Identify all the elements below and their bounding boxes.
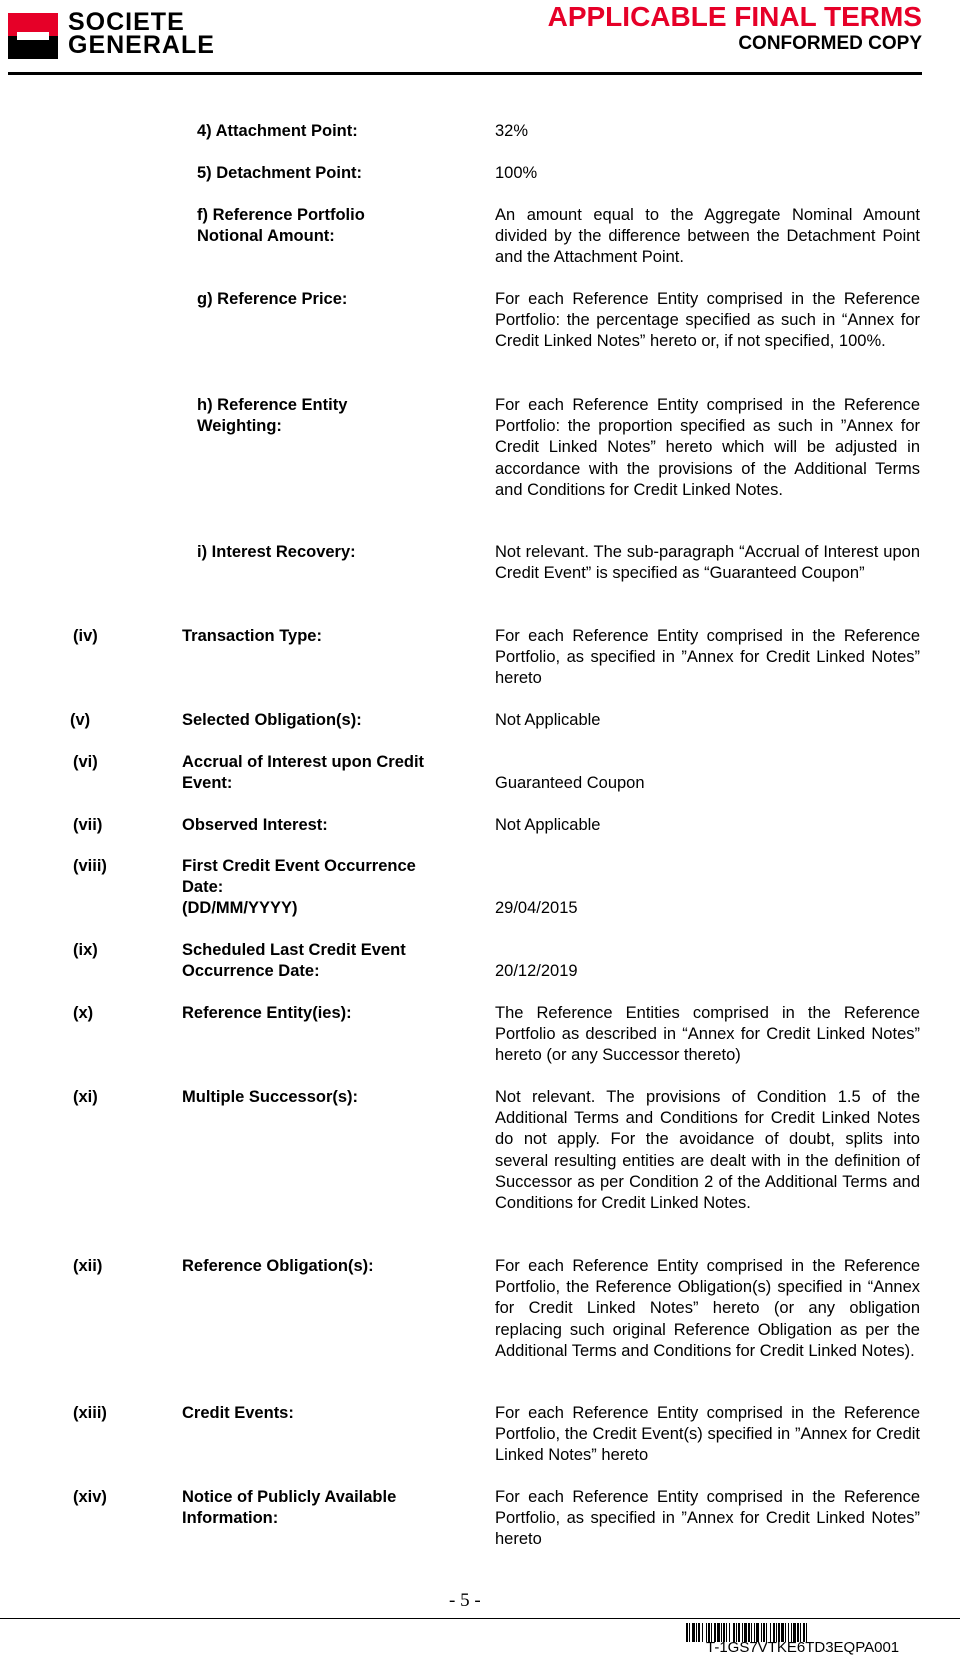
item-value: Not Applicable bbox=[495, 711, 601, 729]
item-value: 29/04/2015 bbox=[495, 899, 578, 917]
item-label: Scheduled Last Credit Event Occurrence Date: bbox=[182, 941, 406, 981]
item-label: Reference Entity(ies): bbox=[182, 1004, 352, 1022]
item-label: Credit Events: bbox=[182, 1404, 294, 1422]
sub-item-label: i) Interest Recovery: bbox=[197, 543, 356, 561]
sub-item-label: 4) Attachment Point: bbox=[197, 122, 358, 140]
item-value: Guaranteed Coupon bbox=[495, 774, 645, 792]
item-number: (vii) bbox=[73, 816, 103, 834]
brand-line-2: GENERALE bbox=[68, 31, 215, 59]
item-number: (v) bbox=[70, 711, 91, 729]
item-number: (xii) bbox=[73, 1257, 103, 1275]
item-value: For each Reference Entity comprised in the Reference Portfolio, as specified in ”Annex for Credit Linked Notes” hereto bbox=[495, 1488, 920, 1549]
item-label bbox=[182, 856, 457, 920]
sub-item-label: 5) Detachment Point: bbox=[197, 164, 363, 182]
item-number: (x) bbox=[73, 1004, 94, 1022]
item-number: (vi) bbox=[73, 753, 98, 771]
brand-line-1: SOCIETE bbox=[68, 8, 185, 36]
item-value: For each Reference Entity comprised in the Reference Portfolio, the Reference Obligation(s) specified in “Annex for Credit Linked Notes” hereto (or any obligation replacing such original Reference Obligation as per the Additional Terms and Conditions for Credit Linked Notes). bbox=[495, 1257, 920, 1360]
sub-item-value: For each Reference Entity comprised in the Reference Portfolio: the percentage specified as such in “Annex for Credit Linked Notes” hereto or, if not specified, 100%. bbox=[495, 290, 920, 351]
item-number: (xi) bbox=[73, 1088, 98, 1106]
sub-item-value: 100% bbox=[495, 164, 538, 182]
item-label: Multiple Successor(s): bbox=[182, 1088, 359, 1106]
item-label: Transaction Type: bbox=[182, 627, 322, 645]
item-number: (iv) bbox=[73, 627, 98, 645]
item-value: 20/12/2019 bbox=[495, 962, 578, 980]
footer-divider bbox=[0, 1618, 960, 1619]
item-value: For each Reference Entity comprised in the Reference Portfolio, as specified in ”Annex for Credit Linked Notes” hereto bbox=[495, 627, 920, 688]
sub-item-label: f) Reference Portfolio Notional Amount: bbox=[197, 206, 365, 246]
sub-item-value: An amount equal to the Aggregate Nominal Amount divided by the difference between the Detachment Point and the Attachment Point. bbox=[495, 206, 920, 267]
sub-item-label: g) Reference Price: bbox=[197, 290, 348, 308]
item-number: (ix) bbox=[73, 941, 98, 959]
item-label-format: (DD/MM/YYYY) bbox=[182, 899, 298, 918]
item-label: Accrual of Interest upon Credit Event: bbox=[182, 753, 425, 793]
document-subtitle: CONFORMED COPY bbox=[738, 33, 922, 54]
item-value: Not Applicable bbox=[495, 816, 601, 834]
item-value: For each Reference Entity comprised in the Reference Portfolio, the Credit Event(s) specified in ”Annex for Credit Linked Notes” hereto bbox=[495, 1404, 920, 1465]
item-label: Observed Interest: bbox=[182, 816, 328, 834]
item-value: Not relevant. The provisions of Condition 1.5 of the Additional Terms and Conditions for Credit Linked Notes do not apply. For the avoidance of doubt, splits into several resulting entities are dealt with in the definition of Successor as per Condition 2 of the Additional Terms and Conditions for Credit Linked Notes. bbox=[495, 1088, 920, 1213]
document-title-block bbox=[548, 2, 922, 56]
item-number: (xiii) bbox=[73, 1404, 107, 1422]
item-number: (viii) bbox=[73, 857, 107, 875]
sub-item-value: Not relevant. The sub-paragraph “Accrual of Interest upon Credit Event” is specified as “Guaranteed Coupon” bbox=[495, 543, 920, 583]
document-title: APPLICABLE FINAL TERMS bbox=[547, 1, 922, 32]
item-label: Notice of Publicly Available Information: bbox=[182, 1488, 397, 1528]
item-number: (xiv) bbox=[73, 1488, 107, 1506]
sub-item-value: 32% bbox=[495, 122, 529, 140]
item-label-text: First Credit Event Occurrence Date: bbox=[182, 857, 416, 897]
sub-item-value: For each Reference Entity comprised in the Reference Portfolio: the proportion specified as such in ”Annex for Credit Linked Notes” hereto which will be adjusted in accordance with the provisions of the Additional Terms and Conditions for Credit Linked Notes. bbox=[495, 396, 920, 499]
item-value: The Reference Entities comprised in the Reference Portfolio as described in “Annex for Credit Linked Notes” hereto (or any Successor thereto) bbox=[495, 1004, 920, 1065]
page-number: - 5 - bbox=[449, 1590, 481, 1611]
societe-generale-logo-icon bbox=[8, 13, 58, 59]
brand-name bbox=[68, 8, 215, 59]
page-header bbox=[0, 0, 960, 80]
header-divider bbox=[8, 72, 922, 75]
sub-item-label: h) Reference Entity Weighting: bbox=[197, 396, 348, 436]
document-reference: T-1GS7VTKE6TD3EQPA001 bbox=[706, 1639, 900, 1656]
item-label: Reference Obligation(s): bbox=[182, 1257, 374, 1275]
item-label: Selected Obligation(s): bbox=[182, 711, 362, 729]
